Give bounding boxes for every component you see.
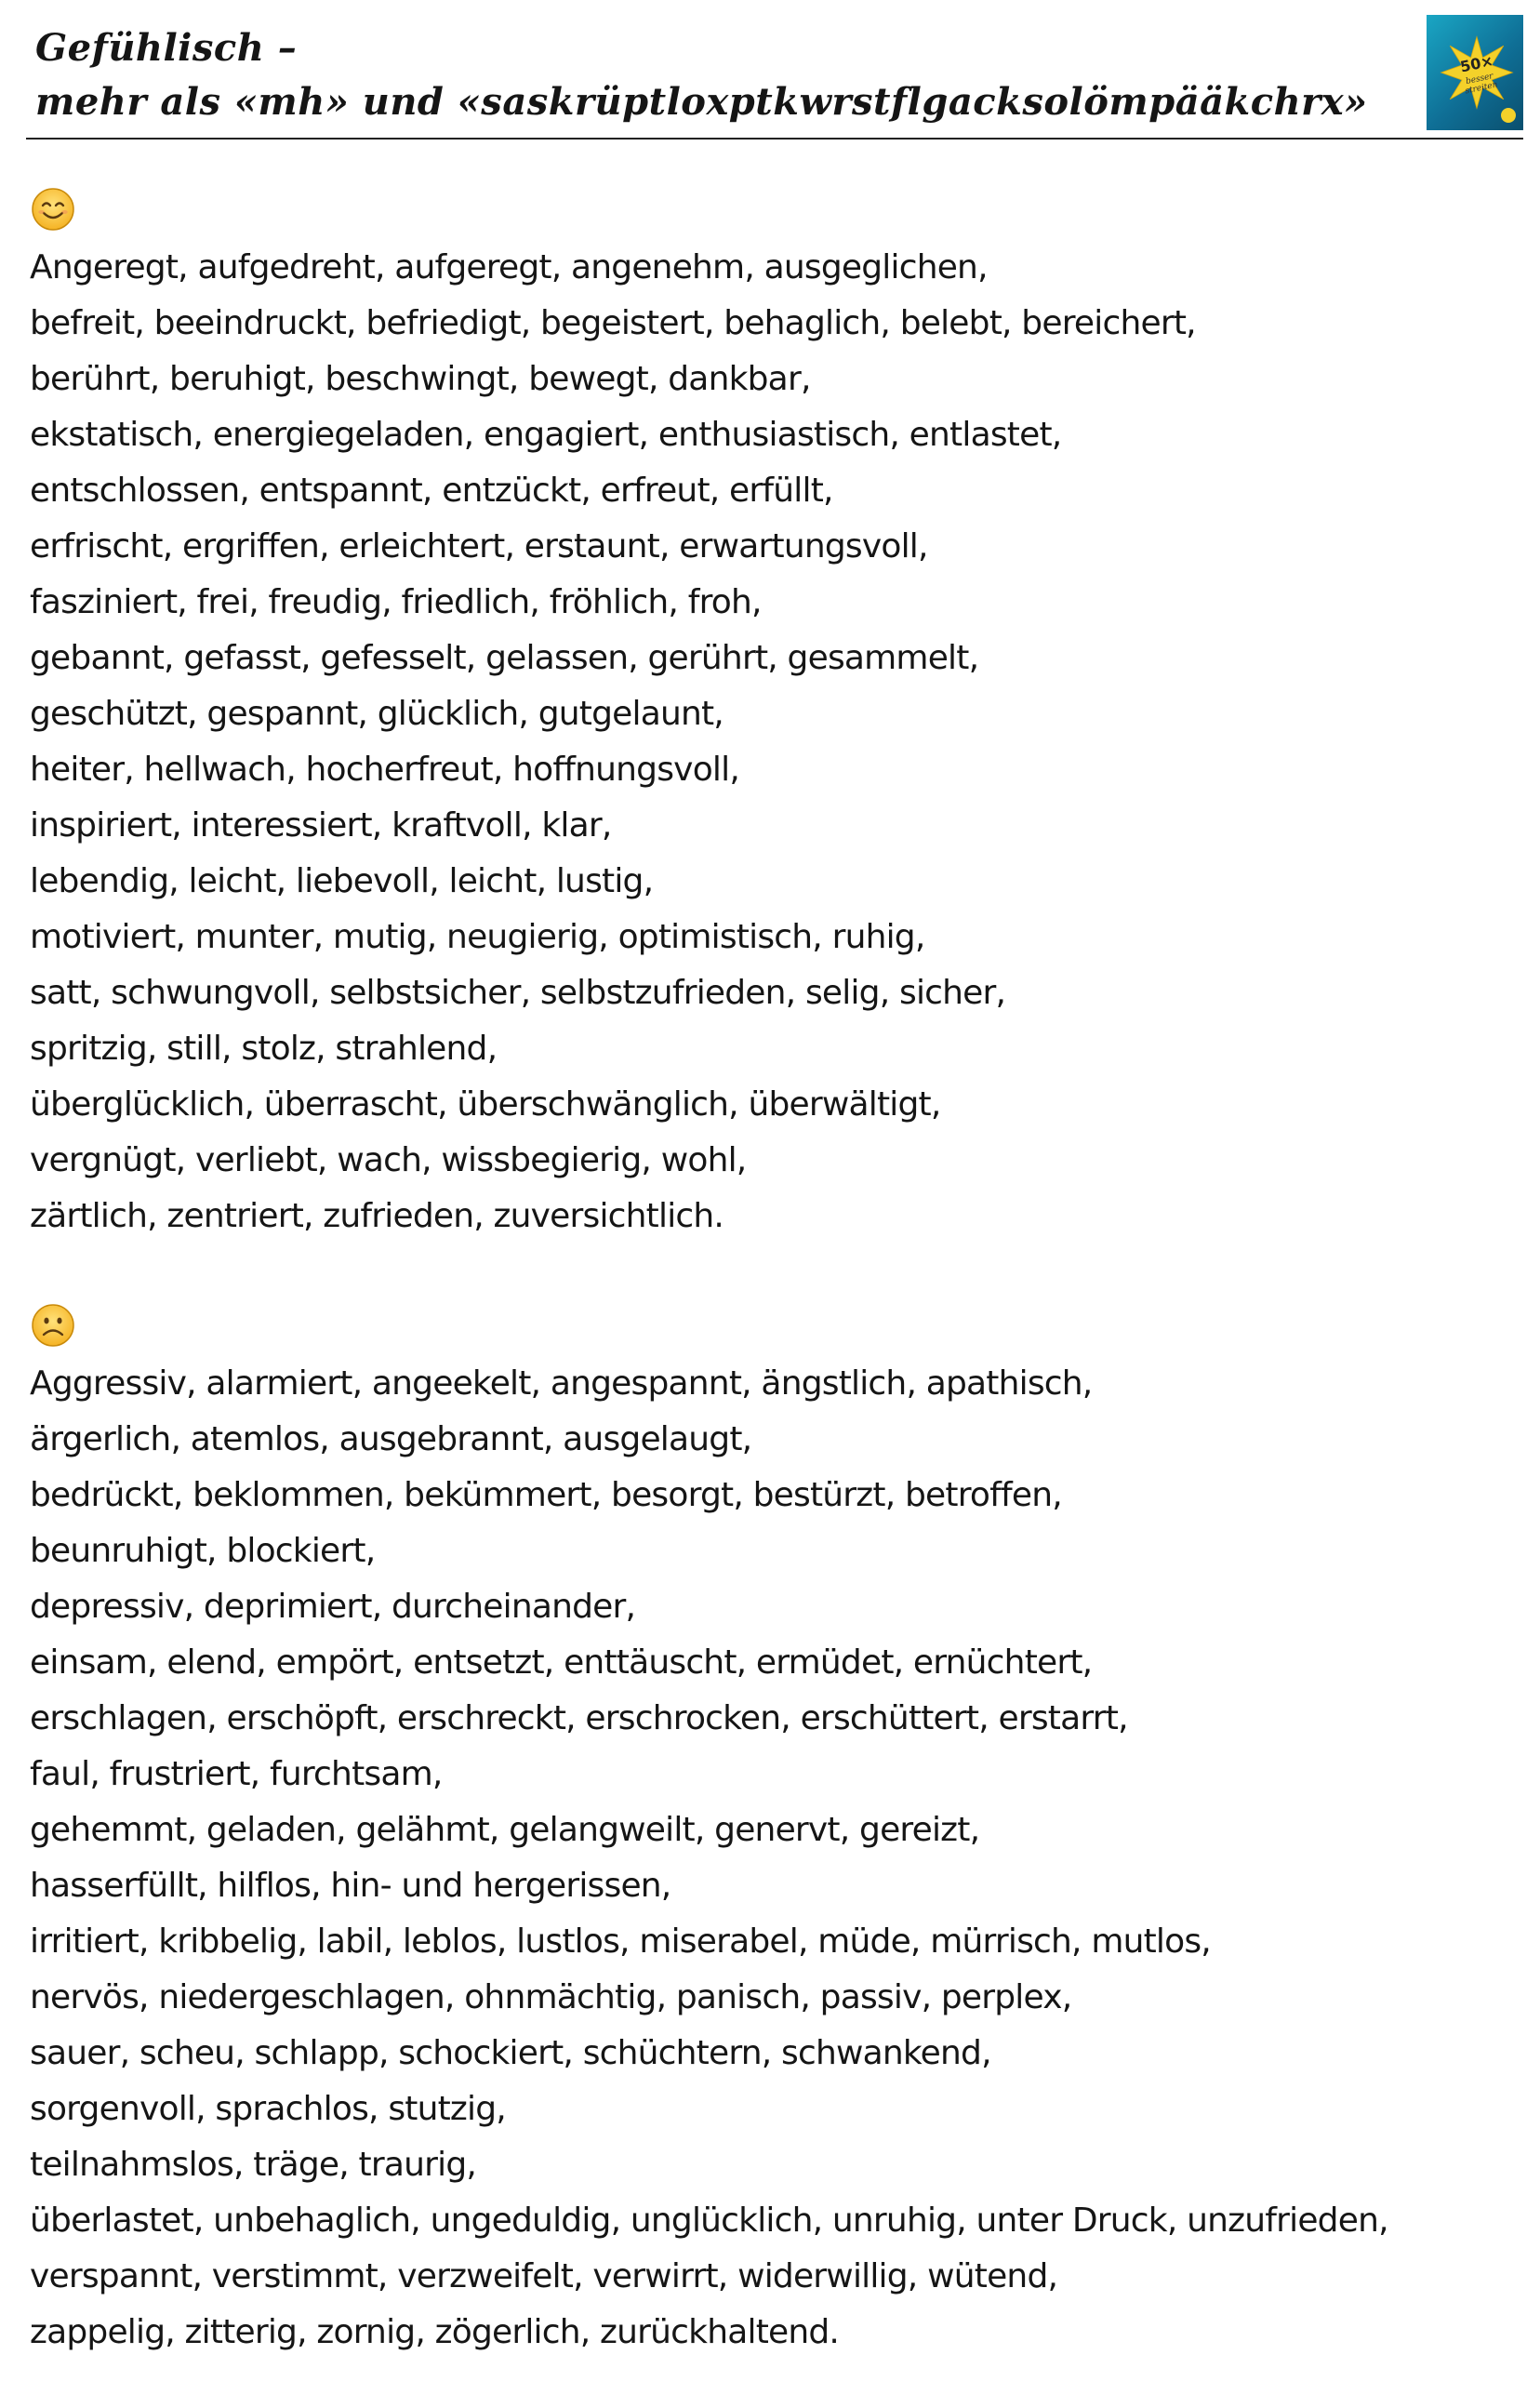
list-item: Aggressiv, alarmiert, angeekelt, angespannt, ängstlich, apathisch, — [30, 1364, 1093, 1403]
page-subtitle: mehr als «mh» und «saskrüptloxptkwrstflgacksolömpääkchrx» — [35, 80, 1368, 124]
list-item: befreit, beeindruckt, befriedigt, begeistert, behaglich, belebt, bereichert, — [30, 304, 1196, 342]
list-item: faul, frustriert, furchtsam, — [30, 1755, 443, 1793]
list-item: gebannt, gefasst, gefesselt, gelassen, gerührt, gesammelt, — [30, 639, 979, 677]
list-item: satt, schwungvoll, selbstsicher, selbstzufrieden, selig, sicher, — [30, 974, 1006, 1012]
book-cover-image — [1427, 15, 1523, 130]
list-item: nervös, niedergeschlagen, ohnmächtig, panisch, passiv, perplex, — [30, 1978, 1072, 2016]
list-item: gehemmt, geladen, gelähmt, gelangweilt, genervt, gereizt, — [30, 1811, 980, 1849]
page-title: Gefühlisch – — [35, 26, 298, 70]
list-item: heiter, hellwach, hocherfreut, hoffnungsvoll, — [30, 751, 739, 789]
list-item: motiviert, munter, mutig, neugierig, optimistisch, ruhig, — [30, 918, 925, 956]
list-item: vergnügt, verliebt, wach, wissbegierig, wohl, — [30, 1141, 747, 1179]
frowning-face-icon — [30, 1302, 76, 1349]
list-item: zappelig, zitterig, zornig, zögerlich, zurückhaltend. — [30, 2313, 840, 2351]
list-item: bedrückt, beklommen, bekümmert, besorgt, bestürzt, betroffen, — [30, 1476, 1062, 1514]
list-item: verspannt, verstimmt, verzweifelt, verwirrt, widerwillig, wütend, — [30, 2257, 1058, 2295]
list-item: lebendig, leicht, liebevoll, leicht, lustig, — [30, 862, 654, 900]
list-item: teilnahmslos, träge, traurig, — [30, 2146, 477, 2184]
list-item: Angeregt, aufgedreht, aufgeregt, angenehm, ausgeglichen, — [30, 248, 988, 286]
list-item: einsam, elend, empört, entsetzt, enttäuscht, ermüdet, ernüchtert, — [30, 1643, 1093, 1682]
positive-feelings-list — [30, 240, 1518, 1244]
list-item: überlastet, unbehaglich, ungeduldig, unglücklich, unruhig, unter Druck, unzufrieden, — [30, 2201, 1388, 2240]
negative-feelings-list — [30, 1356, 1518, 2361]
list-item: entschlossen, entspannt, entzückt, erfreut, erfüllt, — [30, 472, 833, 510]
list-item: zärtlich, zentriert, zufrieden, zuversichtlich. — [30, 1197, 724, 1235]
list-item: erfrischt, ergriffen, erleichtert, erstaunt, erwartungsvoll, — [30, 527, 928, 565]
cover-badge-sub: besser streiten — [1464, 72, 1499, 97]
negative-feelings-section — [30, 1302, 1518, 2361]
list-item: irritiert, kribbelig, labil, leblos, lustlos, miserabel, müde, mürrisch, mutlos, — [30, 1922, 1211, 1961]
list-item: ärgerlich, atemlos, ausgebrannt, ausgelaugt, — [30, 1420, 752, 1458]
positive-feelings-section — [30, 186, 1518, 1244]
list-item: ekstatisch, energiegeladen, engagiert, enthusiastisch, entlastet, — [30, 416, 1062, 454]
smiling-face-icon — [30, 186, 76, 233]
list-item: spritzig, still, stolz, strahlend, — [30, 1030, 498, 1068]
list-item: hasserfüllt, hilflos, hin- und hergerissen, — [30, 1867, 671, 1905]
list-item: inspiriert, interessiert, kraftvoll, klar, — [30, 806, 612, 845]
list-item: sauer, scheu, schlapp, schockiert, schüchtern, schwankend, — [30, 2034, 991, 2072]
list-item: sorgenvoll, sprachlos, stutzig, — [30, 2090, 506, 2128]
list-item: fasziniert, frei, freudig, friedlich, fröhlich, froh, — [30, 583, 762, 621]
list-item: berührt, beruhigt, beschwingt, bewegt, dankbar, — [30, 360, 811, 398]
list-item: überglücklich, überrascht, überschwänglich, überwältigt, — [30, 1085, 941, 1124]
list-item: beunruhigt, blockiert, — [30, 1532, 376, 1570]
list-item: depressiv, deprimiert, durcheinander, — [30, 1588, 636, 1626]
list-item: erschlagen, erschöpft, erschreckt, erschrocken, erschüttert, erstarrt, — [30, 1699, 1128, 1737]
cover-badge-main: 50× — [1458, 51, 1495, 76]
list-item: geschützt, gespannt, glücklich, gutgelaunt, — [30, 695, 724, 733]
cover-dot-icon — [1501, 108, 1516, 123]
page-header — [26, 15, 1523, 140]
